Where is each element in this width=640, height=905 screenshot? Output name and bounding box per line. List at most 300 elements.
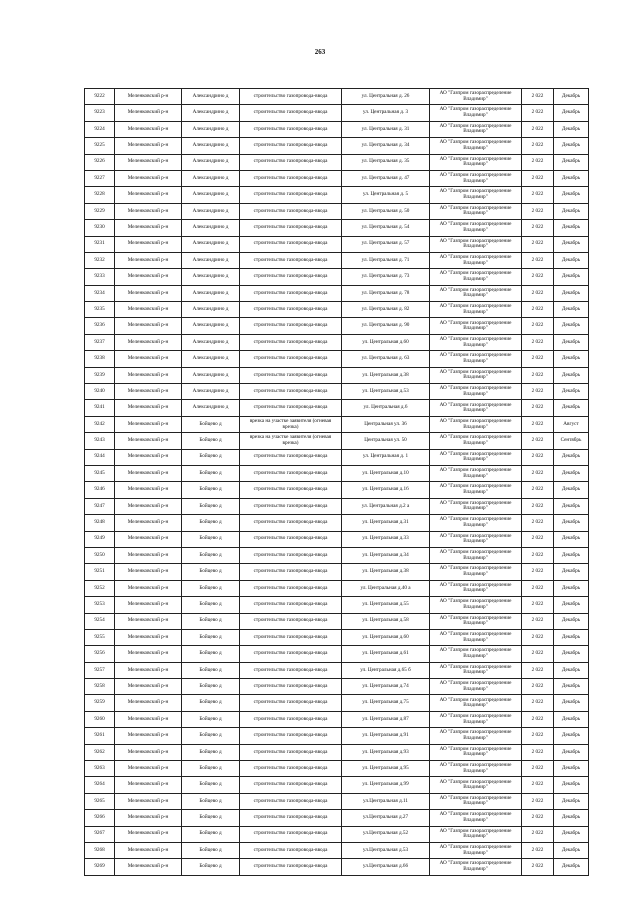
address-cell: Центральная ул. 36 [342,416,430,432]
year-cell: 2 022 [522,859,554,875]
gas-works-table [84,88,589,876]
work-type-cell: строительство газопровода-ввода [240,793,342,809]
work-type-cell: строительство газопровода-ввода [240,318,342,334]
district-cell: Меленковский р-н [115,187,182,203]
village-cell: Бойцево д [182,629,240,645]
address-cell: ул. Центральная д.91 [342,728,430,744]
address-cell: ул. Центральная д. 5 [342,187,430,203]
month-cell: Декабрь [554,777,589,793]
organization-cell: АО "Газпром газораспределение Владимир" [430,121,522,137]
table-row [85,203,589,219]
row-number-cell: 9225 [85,138,115,154]
village-cell: Александрино д [182,170,240,186]
work-type-cell: строительство газопровода-ввода [240,334,342,350]
row-number-cell: 9260 [85,711,115,727]
address-cell: ул. Центральная д.38 [342,367,430,383]
village-cell: Бойцево д [182,646,240,662]
address-cell: ул. Центральная д. 1 [342,449,430,465]
work-type-cell: строительство газопровода-ввода [240,351,342,367]
year-cell: 2 022 [522,597,554,613]
year-cell: 2 022 [522,580,554,596]
organization-cell: АО "Газпром газораспределение Владимир" [430,826,522,842]
month-cell: Декабрь [554,465,589,481]
address-cell: ул. Центральная д.2 а [342,498,430,514]
work-type-cell: строительство газопровода-ввода [240,384,342,400]
address-cell: ул. Центральная д. 35 [342,154,430,170]
row-number-cell: 9267 [85,826,115,842]
table-row [85,351,589,367]
village-cell: Бойцево д [182,416,240,432]
village-cell: Бойцево д [182,728,240,744]
village-cell: Бойцево д [182,547,240,563]
month-cell: Декабрь [554,285,589,301]
address-cell: ул. Центральная д.34 [342,547,430,563]
year-cell: 2 022 [522,351,554,367]
work-type-cell: строительство газопровода-ввода [240,859,342,875]
table-row [85,695,589,711]
work-type-cell: строительство газопровода-ввода [240,105,342,121]
village-cell: Александрино д [182,203,240,219]
year-cell: 2 022 [522,793,554,809]
table-row [85,236,589,252]
year-cell: 2 022 [522,662,554,678]
district-cell: Меленковский р-н [115,285,182,301]
month-cell: Декабрь [554,826,589,842]
address-cell: ул. Центральная д.55 [342,597,430,613]
year-cell: 2 022 [522,465,554,481]
row-number-cell: 9231 [85,236,115,252]
month-cell: Декабрь [554,564,589,580]
address-cell: ул. Центральная д.95 [342,761,430,777]
address-cell: ул. Центральная д.10 [342,465,430,481]
address-cell: ул.Центральная д.66 [342,859,430,875]
district-cell: Меленковский р-н [115,416,182,432]
year-cell: 2 022 [522,203,554,219]
village-cell: Александрино д [182,367,240,383]
organization-cell: АО "Газпром газораспределение Владимир" [430,679,522,695]
month-cell: Декабрь [554,449,589,465]
village-cell: Бойцево д [182,695,240,711]
month-cell: Декабрь [554,252,589,268]
district-cell: Меленковский р-н [115,777,182,793]
row-number-cell: 9222 [85,89,115,105]
village-cell: Александрино д [182,252,240,268]
organization-cell: АО "Газпром газораспределение Владимир" [430,367,522,383]
table-body [85,89,589,876]
row-number-cell: 9251 [85,564,115,580]
address-cell: ул. Центральная д. 71 [342,252,430,268]
district-cell: Меленковский р-н [115,695,182,711]
work-type-cell: строительство газопровода-ввода [240,810,342,826]
year-cell: 2 022 [522,170,554,186]
work-type-cell: строительство газопровода-ввода [240,449,342,465]
row-number-cell: 9246 [85,482,115,498]
address-cell: ул. Центральная д. 90 [342,318,430,334]
organization-cell: АО "Газпром газораспределение Владимир" [430,531,522,547]
address-cell: ул. Центральная д.38 [342,564,430,580]
table-row [85,285,589,301]
table-row [85,547,589,563]
village-cell: Бойцево д [182,793,240,809]
work-type-cell: строительство газопровода-ввода [240,285,342,301]
village-cell: Александрино д [182,384,240,400]
work-type-cell: строительство газопровода-ввода [240,187,342,203]
district-cell: Меленковский р-н [115,564,182,580]
district-cell: Меленковский р-н [115,646,182,662]
organization-cell: АО "Газпром газораспределение Владимир" [430,515,522,531]
month-cell: Декабрь [554,597,589,613]
year-cell: 2 022 [522,826,554,842]
row-number-cell: 9241 [85,400,115,416]
village-cell: Александрино д [182,269,240,285]
row-number-cell: 9224 [85,121,115,137]
page-number: 263 [314,48,326,56]
address-cell: ул. Центральная д.58 [342,613,430,629]
table-row [85,384,589,400]
address-cell: ул. Центральная д. 34 [342,138,430,154]
table-row [85,154,589,170]
year-cell: 2 022 [522,285,554,301]
month-cell: Декабрь [554,515,589,531]
table-row [85,105,589,121]
work-type-cell: строительство газопровода-ввода [240,89,342,105]
district-cell: Меленковский р-н [115,302,182,318]
row-number-cell: 9264 [85,777,115,793]
work-type-cell: строительство газопровода-ввода [240,580,342,596]
address-cell: ул. Центральная д.87 [342,711,430,727]
month-cell: Декабрь [554,138,589,154]
work-type-cell: строительство газопровода-ввода [240,302,342,318]
year-cell: 2 022 [522,416,554,432]
row-number-cell: 9266 [85,810,115,826]
organization-cell: АО "Газпром газораспределение Владимир" [430,285,522,301]
month-cell: Декабрь [554,302,589,318]
row-number-cell: 9226 [85,154,115,170]
village-cell: Бойцево д [182,810,240,826]
district-cell: Меленковский р-н [115,597,182,613]
village-cell: Бойцево д [182,564,240,580]
organization-cell: АО "Газпром газораспределение Владимир" [430,662,522,678]
work-type-cell: строительство газопровода-ввода [240,220,342,236]
row-number-cell: 9265 [85,793,115,809]
row-number-cell: 9252 [85,580,115,596]
year-cell: 2 022 [522,564,554,580]
village-cell: Бойцево д [182,465,240,481]
row-number-cell: 9234 [85,285,115,301]
row-number-cell: 9228 [85,187,115,203]
district-cell: Меленковский р-н [115,449,182,465]
work-type-cell: строительство газопровода-ввода [240,203,342,219]
address-cell: ул. Центральная д. 54 [342,220,430,236]
month-cell: Декабрь [554,236,589,252]
district-cell: Меленковский р-н [115,826,182,842]
table-row [85,318,589,334]
year-cell: 2 022 [522,121,554,137]
row-number-cell: 9250 [85,547,115,563]
work-type-cell: врезка на участке заявителя (огневая врезка) [240,416,342,432]
address-cell: ул. Центральная д.75 [342,695,430,711]
district-cell: Меленковский р-н [115,629,182,645]
row-number-cell: 9268 [85,842,115,858]
month-cell: Декабрь [554,400,589,416]
village-cell: Бойцево д [182,761,240,777]
month-cell: Декабрь [554,89,589,105]
address-cell: ул. Центральная д. 63 [342,351,430,367]
row-number-cell: 9238 [85,351,115,367]
table-row [85,711,589,727]
work-type-cell: строительство газопровода-ввода [240,547,342,563]
table-row [85,138,589,154]
organization-cell: АО "Газпром газораспределение Владимир" [430,597,522,613]
row-number-cell: 9223 [85,105,115,121]
work-type-cell: строительство газопровода-ввода [240,269,342,285]
address-cell: ул.Центральная д.11 [342,793,430,809]
district-cell: Меленковский р-н [115,105,182,121]
organization-cell: АО "Газпром газораспределение Владимир" [430,220,522,236]
month-cell: Декабрь [554,679,589,695]
work-type-cell: строительство газопровода-ввода [240,531,342,547]
table-row [85,89,589,105]
village-cell: Бойцево д [182,449,240,465]
address-cell: ул. Центральная д.31 [342,515,430,531]
district-cell: Меленковский р-н [115,465,182,481]
district-cell: Меленковский р-н [115,384,182,400]
address-cell: ул. Центральная д. 73 [342,269,430,285]
row-number-cell: 9232 [85,252,115,268]
row-number-cell: 9259 [85,695,115,711]
row-number-cell: 9249 [85,531,115,547]
row-number-cell: 9239 [85,367,115,383]
table-row [85,400,589,416]
month-cell: Декабрь [554,761,589,777]
year-cell: 2 022 [522,400,554,416]
month-cell: Декабрь [554,318,589,334]
organization-cell: АО "Газпром газораспределение Владимир" [430,842,522,858]
work-type-cell: строительство газопровода-ввода [240,154,342,170]
year-cell: 2 022 [522,810,554,826]
work-type-cell: строительство газопровода-ввода [240,252,342,268]
district-cell: Меленковский р-н [115,482,182,498]
district-cell: Меленковский р-н [115,351,182,367]
district-cell: Меленковский р-н [115,203,182,219]
year-cell: 2 022 [522,252,554,268]
district-cell: Меленковский р-н [115,711,182,727]
village-cell: Александрино д [182,285,240,301]
month-cell: Декабрь [554,220,589,236]
work-type-cell: строительство газопровода-ввода [240,629,342,645]
work-type-cell: строительство газопровода-ввода [240,613,342,629]
work-type-cell: строительство газопровода-ввода [240,662,342,678]
district-cell: Меленковский р-н [115,859,182,875]
address-cell: ул. Центральная д.60 [342,334,430,350]
row-number-cell: 9258 [85,679,115,695]
row-number-cell: 9243 [85,433,115,449]
month-cell: Декабрь [554,580,589,596]
table-row [85,810,589,826]
table-row [85,220,589,236]
district-cell: Меленковский р-н [115,793,182,809]
month-cell: Декабрь [554,105,589,121]
month-cell: Декабрь [554,744,589,760]
work-type-cell: строительство газопровода-ввода [240,170,342,186]
work-type-cell: строительство газопровода-ввода [240,744,342,760]
month-cell: Декабрь [554,613,589,629]
table-row [85,465,589,481]
district-cell: Меленковский р-н [115,318,182,334]
year-cell: 2 022 [522,138,554,154]
month-cell: Декабрь [554,547,589,563]
organization-cell: АО "Газпром газораспределение Владимир" [430,187,522,203]
month-cell: Декабрь [554,498,589,514]
year-cell: 2 022 [522,367,554,383]
row-number-cell: 9245 [85,465,115,481]
table-row [85,580,589,596]
year-cell: 2 022 [522,384,554,400]
month-cell: Сентябрь [554,433,589,449]
table-row [85,367,589,383]
village-cell: Бойцево д [182,433,240,449]
year-cell: 2 022 [522,449,554,465]
year-cell: 2 022 [522,187,554,203]
address-cell: ул. Центральная д. 31 [342,121,430,137]
district-cell: Меленковский р-н [115,220,182,236]
year-cell: 2 022 [522,318,554,334]
year-cell: 2 022 [522,777,554,793]
row-number-cell: 9255 [85,629,115,645]
work-type-cell: строительство газопровода-ввода [240,842,342,858]
year-cell: 2 022 [522,679,554,695]
organization-cell: АО "Газпром газораспределение Владимир" [430,384,522,400]
row-number-cell: 9269 [85,859,115,875]
district-cell: Меленковский р-н [115,662,182,678]
table-row [85,449,589,465]
district-cell: Меленковский р-н [115,761,182,777]
table-row [85,121,589,137]
address-cell: ул.Центральная д.52 [342,826,430,842]
address-cell: ул. Центральная д.65 б [342,662,430,678]
month-cell: Декабрь [554,384,589,400]
month-cell: Декабрь [554,531,589,547]
organization-cell: АО "Газпром газораспределение Владимир" [430,711,522,727]
table-row [85,826,589,842]
month-cell: Декабрь [554,629,589,645]
organization-cell: АО "Газпром газораспределение Владимир" [430,105,522,121]
month-cell: Декабрь [554,154,589,170]
month-cell: Декабрь [554,842,589,858]
month-cell: Декабрь [554,810,589,826]
organization-cell: АО "Газпром газораспределение Владимир" [430,810,522,826]
village-cell: Бойцево д [182,531,240,547]
address-cell: ул. Центральная д.93 [342,744,430,760]
year-cell: 2 022 [522,236,554,252]
work-type-cell: строительство газопровода-ввода [240,777,342,793]
organization-cell: АО "Газпром газораспределение Владимир" [430,351,522,367]
district-cell: Меленковский р-н [115,679,182,695]
row-number-cell: 9254 [85,613,115,629]
work-type-cell: строительство газопровода-ввода [240,367,342,383]
table-row [85,531,589,547]
district-cell: Меленковский р-н [115,433,182,449]
work-type-cell: строительство газопровода-ввода [240,400,342,416]
organization-cell: АО "Газпром газораспределение Владимир" [430,433,522,449]
village-cell: Александрино д [182,400,240,416]
table-row [85,646,589,662]
organization-cell: АО "Газпром газораспределение Владимир" [430,564,522,580]
table-row [85,859,589,875]
year-cell: 2 022 [522,515,554,531]
address-cell: Центральная ул. 50 [342,433,430,449]
organization-cell: АО "Газпром газораспределение Владимир" [430,416,522,432]
district-cell: Меленковский р-н [115,515,182,531]
address-cell: ул. Центральная д. 47 [342,170,430,186]
work-type-cell: строительство газопровода-ввода [240,711,342,727]
organization-cell: АО "Газпром газораспределение Владимир" [430,170,522,186]
address-cell: ул. Центральная д. 26 [342,89,430,105]
district-cell: Меленковский р-н [115,252,182,268]
district-cell: Меленковский р-н [115,580,182,596]
year-cell: 2 022 [522,334,554,350]
district-cell: Меленковский р-н [115,170,182,186]
village-cell: Александрино д [182,187,240,203]
district-cell: Меленковский р-н [115,728,182,744]
village-cell: Бойцево д [182,744,240,760]
organization-cell: АО "Газпром газораспределение Владимир" [430,318,522,334]
table-row [85,629,589,645]
table-row [85,842,589,858]
address-cell: ул. Центральная д.61 [342,646,430,662]
address-cell: ул. Центральная д.53 [342,384,430,400]
month-cell: Декабрь [554,728,589,744]
month-cell: Декабрь [554,269,589,285]
district-cell: Меленковский р-н [115,531,182,547]
organization-cell: АО "Газпром газораспределение Владимир" [430,334,522,350]
district-cell: Меленковский р-н [115,842,182,858]
work-type-cell: строительство газопровода-ввода [240,646,342,662]
address-cell: ул. Центральная д.33 [342,531,430,547]
organization-cell: АО "Газпром газораспределение Владимир" [430,547,522,563]
table-row [85,744,589,760]
month-cell: Август [554,416,589,432]
table-row [85,170,589,186]
address-cell: ул.Центральная д.27 [342,810,430,826]
address-cell: ул. Центральная д. 57 [342,236,430,252]
district-cell: Меленковский р-н [115,400,182,416]
work-type-cell: строительство газопровода-ввода [240,679,342,695]
year-cell: 2 022 [522,629,554,645]
table-row [85,416,589,432]
table-row [85,613,589,629]
village-cell: Александрино д [182,121,240,137]
organization-cell: АО "Газпром газораспределение Владимир" [430,138,522,154]
year-cell: 2 022 [522,761,554,777]
organization-cell: АО "Газпром газораспределение Владимир" [430,465,522,481]
row-number-cell: 9229 [85,203,115,219]
row-number-cell: 9262 [85,744,115,760]
work-type-cell: строительство газопровода-ввода [240,515,342,531]
table-row [85,302,589,318]
organization-cell: АО "Газпром газораспределение Владимир" [430,449,522,465]
year-cell: 2 022 [522,105,554,121]
work-type-cell: строительство газопровода-ввода [240,695,342,711]
organization-cell: АО "Газпром газораспределение Владимир" [430,89,522,105]
table-row [85,187,589,203]
organization-cell: АО "Газпром газораспределение Владимир" [430,777,522,793]
month-cell: Декабрь [554,187,589,203]
month-cell: Декабрь [554,203,589,219]
organization-cell: АО "Газпром газораспределение Владимир" [430,482,522,498]
table-row [85,597,589,613]
village-cell: Бойцево д [182,515,240,531]
